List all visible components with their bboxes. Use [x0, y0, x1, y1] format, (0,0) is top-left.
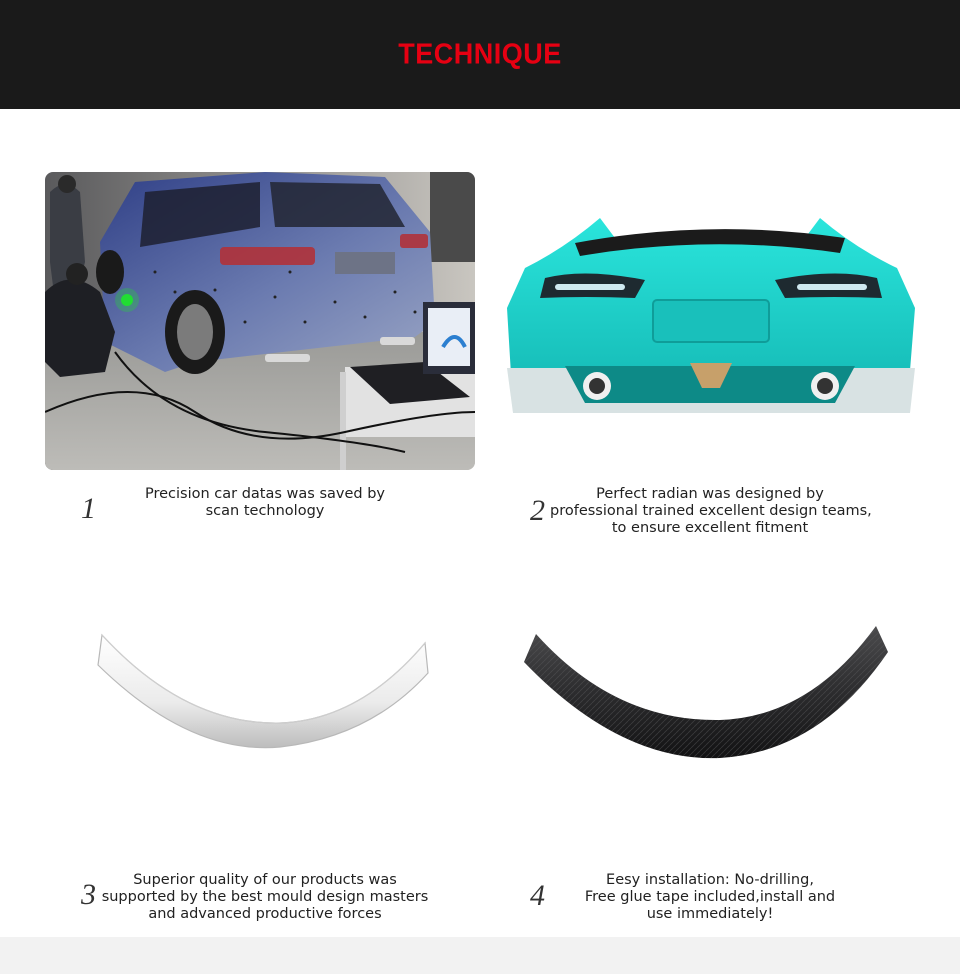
- step-description-3: [100, 872, 430, 923]
- header-bar: [0, 0, 960, 109]
- step-2-line-2: professional trained excellent design teams,: [550, 503, 872, 519]
- carbon-fiber-spoiler: [520, 622, 892, 762]
- step-4-line-1: Eesy installation: No-drilling,: [606, 872, 814, 888]
- 3d-car-rear-model: [505, 208, 917, 420]
- step-number-3: 3: [81, 878, 96, 911]
- step-3-line-3: and advanced productive forces: [148, 906, 382, 922]
- step-1-line-2: scan technology: [205, 503, 325, 519]
- step-number-1: 1: [81, 492, 96, 525]
- footer-band: [0, 937, 960, 974]
- step-number-4: 4: [530, 879, 545, 912]
- step-4-line-3: use immediately!: [646, 906, 774, 922]
- step-2-line-3: to ensure excellent fitment: [611, 520, 809, 536]
- step-description-4: [560, 872, 860, 923]
- step-description-1: [110, 486, 420, 520]
- step-number-2: 2: [530, 494, 545, 527]
- step-3-line-2: supported by the best mould design masters: [101, 889, 429, 905]
- step-3-line-1: Superior quality of our products was: [133, 872, 397, 888]
- car-scanning-photo: [45, 172, 475, 470]
- step-2-line-1: Perfect radian was designed by: [596, 486, 824, 502]
- step-description-2: [550, 486, 870, 537]
- white-spoiler-mould: [90, 625, 435, 755]
- step-4-line-2: Free glue tape included,install and: [584, 889, 836, 905]
- page-title: TECHNIQUE: [398, 38, 562, 70]
- step-1-line-1: Precision car datas was saved by: [144, 486, 385, 502]
